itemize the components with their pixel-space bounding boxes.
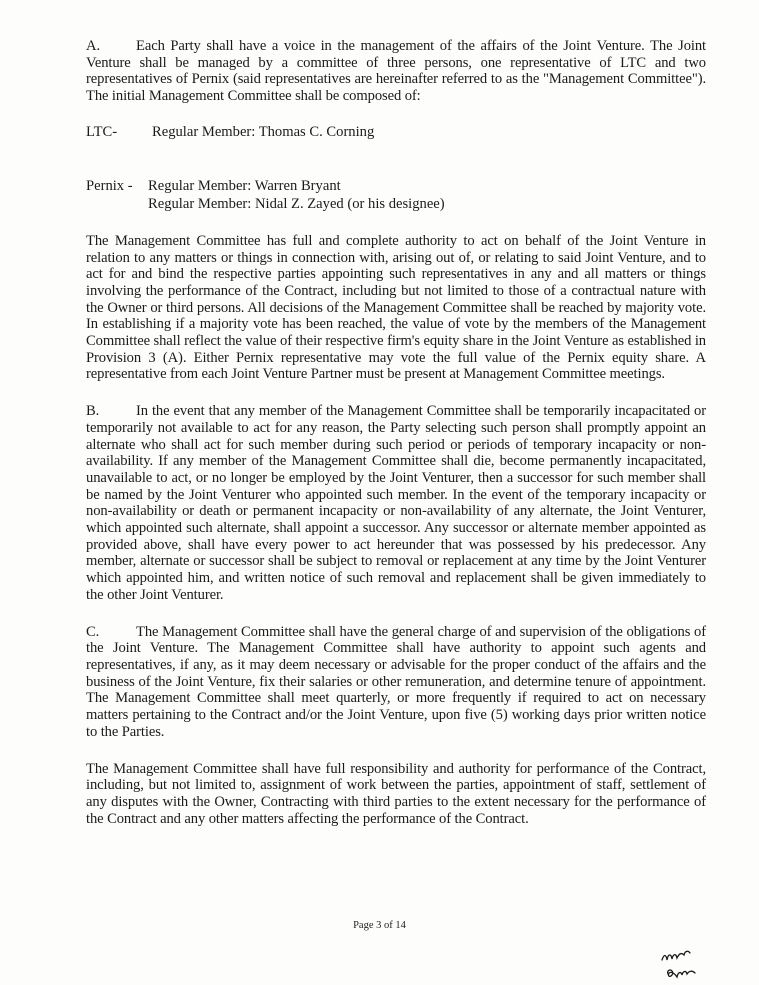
- handwritten-initials: [656, 944, 736, 984]
- authority-paragraph: The Management Committee has full and complete authority to act on behalf of the Joint Venture in relation to any matters or things in connection with, arising out of, or relating to said Joint Venture, and to act for and bind the respective parties appointing such representatives in any and all matters or things involving the performance of the Contract, including but not limited to those of a contractual nature with the Owner or third persons. All decisions of the Management Committee shall be reached by majority vote. In establishing if a majority vote has been reached, the value of vote by the members of the Management Committee shall reflect the value of their respective firm's equity share in the Joint Venture as established in Provision 3 (A). Either Pernix representative may vote the full value of the Pernix equity share. A representative from each Joint Venture Partner must be present at Management Committee meetings.: [86, 232, 706, 383]
- ltc-member-list: [86, 123, 706, 141]
- ltc-member-entry: Regular Member: Thomas C. Corning: [152, 123, 375, 140]
- section-b-paragraph: [86, 403, 706, 603]
- ltc-party-label: LTC-: [86, 123, 118, 140]
- section-c-label: C.: [86, 623, 100, 640]
- section-a-text: Each Party shall have a voice in the management of the affairs of the Joint Venture. The Joint Venture shall be managed by a committee of three persons, one representative of LTC and two representatives of Pernix (said representatives are hereinafter referred to as the "Management Committee"). The initial Management Committee shall be composed of:: [86, 38, 706, 105]
- pernix-member-list: [86, 177, 706, 213]
- pernix-party-label: Pernix -: [86, 177, 133, 194]
- document-body: [86, 38, 706, 827]
- section-c-paragraph: [86, 624, 706, 741]
- section-a-label: A.: [86, 38, 100, 54]
- section-b-label: B.: [86, 403, 100, 420]
- pernix-member-row: [86, 177, 706, 195]
- section-a-paragraph: [86, 38, 706, 105]
- ltc-member-row: [86, 123, 706, 141]
- page-number: Page 3 of 14: [353, 920, 406, 931]
- section-b-text: In the event that any member of the Management Committee shall be temporarily incapacitated or temporarily not available to act for any reason, the Party selecting such person shall promptly appoint an alternate who shall act for such member during such period or periods of temporary incapacity or non-availability. If any member of the Management Committee shall die, become permanently incapacitated, unavailable to act, or no longer be employed by the Joint Venturer, then a successor for such member shall be named by the Joint Venturer who appointed such member. In the event of the temporary incapacity or non-availability or death or permanent incapacity or non-availability of any alternate, the Joint Venturer, which appointed such alternate, shall appoint a successor. Any successor or alternate member appointed as provided above, shall have every power to act hereunder that was possessed by his predecessor. Any member, alternate or successor shall be subject to removal or replacement at any time by the Joint Venturer which appointed him, and written notice of such removal and replacement shall be given immediately to the other Joint Venturer.: [86, 403, 706, 603]
- pernix-member-entry: Regular Member: Warren Bryant: [148, 177, 341, 194]
- section-c-text: The Management Committee shall have the general charge of and supervision of the obligations of the Joint Venture. The Management Committee shall have authority to appoint such agents and representatives, if any, as it may deem necessary or advisable for the proper conduct of the affairs and the business of the Joint Venture, fix their salaries or other remuneration, and determine tenure of appointment. The Management Committee shall meet quarterly, or more frequently if required to act on necessary matters pertaining to the Contract and/or the Joint Venture, upon five (5) working days prior written notice to the Parties.: [86, 623, 706, 740]
- responsibility-paragraph: The Management Committee shall have full responsibility and authority for performance of the Contract, including, but not limited to, assignment of work between the parties, appointment of staff, settlement of any disputes with the Owner, Contracting with third parties to the extent necessary for the performance of the Contract and any other matters affecting the performance of the Contract.: [86, 760, 706, 827]
- pernix-member-entry: Regular Member: Nidal Z. Zayed (or his designee): [148, 195, 445, 212]
